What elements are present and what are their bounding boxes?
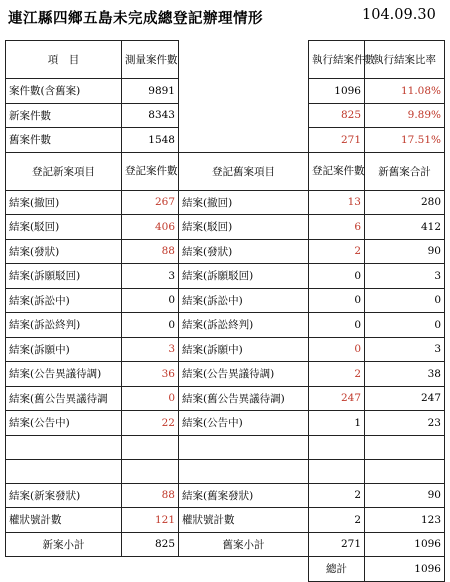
old-value: 0 [309,264,365,289]
summary-count: 9891 [122,79,179,104]
new-value: 22 [122,411,179,436]
new-value: 0 [122,313,179,338]
table-row [6,239,445,264]
new-value: 0 [122,288,179,313]
summary-count: 1548 [122,128,179,153]
new-label: 結案(舊公告異議待調 [6,386,122,411]
summary-row [6,128,445,153]
old-subtotal-label: 舊案小計 [179,532,309,557]
new-value: 3 [122,337,179,362]
new-label: 結案(訴訟終判) [6,313,122,338]
total-header: 新舊案合計 [365,152,445,190]
registration-table [5,40,445,582]
old-label: 結案(駁回) [179,215,309,240]
new-label: 結案(訴願駁回) [6,264,122,289]
total-value: 0 [365,288,445,313]
report-date: 104.09.30 [362,7,436,23]
table-row [6,483,445,508]
total-value: 123 [365,508,445,533]
old-label: 結案(訴訟終判) [179,313,309,338]
old-label: 結案(訴願駁回) [179,264,309,289]
grand-total-row [6,557,445,582]
blank-row [6,435,445,459]
detail-header-row [6,152,445,190]
old-label: 結案(發狀) [179,239,309,264]
total-value: 247 [365,386,445,411]
col-count-header: 測量案件數 [122,41,179,79]
old-label: 結案(訴願中) [179,337,309,362]
blank-row [6,459,445,483]
total-value: 3 [365,264,445,289]
old-value: 2 [309,483,365,508]
table-row [6,264,445,289]
new-value: 36 [122,362,179,387]
summary-label: 舊案件數 [6,128,122,153]
table-row [6,411,445,436]
summary-row [6,103,445,128]
old-label: 結案(舊公告異議待調) [179,386,309,411]
total-value: 90 [365,239,445,264]
old-value: 13 [309,190,365,215]
new-count-header: 登記案件數 [122,152,179,190]
summary-label: 案件數(含舊案) [6,79,122,104]
new-label: 結案(新案發狀) [6,483,122,508]
table-row [6,337,445,362]
new-label: 權狀號計數 [6,508,122,533]
total-value: 412 [365,215,445,240]
total-value: 90 [365,483,445,508]
old-value: 6 [309,215,365,240]
old-label: 結案(公告中) [179,411,309,436]
new-label: 結案(訴願中) [6,337,122,362]
new-subtotal-value: 825 [122,532,179,557]
old-label: 權狀號計數 [179,508,309,533]
subtotal-row [6,532,445,557]
col-item-header: 項 目 [6,41,122,79]
table-row [6,508,445,533]
summary-count: 8343 [122,103,179,128]
old-value: 0 [309,313,365,338]
grand-total-value: 1096 [365,557,445,582]
summary-exec: 271 [309,128,365,153]
summary-exec: 825 [309,103,365,128]
new-label: 結案(發狀) [6,239,122,264]
old-subtotal-value: 271 [309,532,365,557]
new-value: 267 [122,190,179,215]
total-value: 38 [365,362,445,387]
old-count-header: 登記案件數 [309,152,365,190]
grand-total-label: 總計 [309,557,365,582]
table-row [6,288,445,313]
summary-row [6,79,445,104]
old-label: 結案(撤回) [179,190,309,215]
old-value: 2 [309,362,365,387]
old-value: 2 [309,508,365,533]
new-value: 121 [122,508,179,533]
report-title: 連江縣四鄉五島未完成總登記辦理情形 [8,10,263,27]
report-header [0,0,450,34]
table-row [6,386,445,411]
new-value: 88 [122,239,179,264]
total-value: 3 [365,337,445,362]
summary-ratio: 9.89% [365,103,445,128]
subtotal-total: 1096 [365,532,445,557]
old-value: 2 [309,239,365,264]
new-label: 結案(公告中) [6,411,122,436]
total-value: 280 [365,190,445,215]
old-value: 1 [309,411,365,436]
new-label: 結案(駁回) [6,215,122,240]
new-label: 結案(撤回) [6,190,122,215]
new-subtotal-label: 新案小計 [6,532,122,557]
summary-ratio: 17.51% [365,128,445,153]
col-ratio-header: 執行結案比率 [365,41,445,79]
table-row [6,215,445,240]
summary-label: 新案件數 [6,103,122,128]
new-value: 88 [122,483,179,508]
old-value: 247 [309,386,365,411]
old-value: 0 [309,288,365,313]
table-row [6,190,445,215]
table-row [6,313,445,338]
new-label: 結案(公告異議待調) [6,362,122,387]
summary-exec: 1096 [309,79,365,104]
old-value: 0 [309,337,365,362]
total-value: 23 [365,411,445,436]
total-value: 0 [365,313,445,338]
col-exec-header: 執行結案件數 [309,41,365,79]
old-label: 結案(公告異議待調) [179,362,309,387]
summary-header-row [6,41,445,79]
old-label: 結案(訴訟中) [179,288,309,313]
old-item-header: 登記舊案項目 [179,152,309,190]
summary-ratio: 11.08% [365,79,445,104]
new-item-header: 登記新案項目 [6,152,122,190]
new-value: 0 [122,386,179,411]
new-value: 3 [122,264,179,289]
new-label: 結案(訴訟中) [6,288,122,313]
old-label: 結案(舊案發狀) [179,483,309,508]
new-value: 406 [122,215,179,240]
table-row [6,362,445,387]
